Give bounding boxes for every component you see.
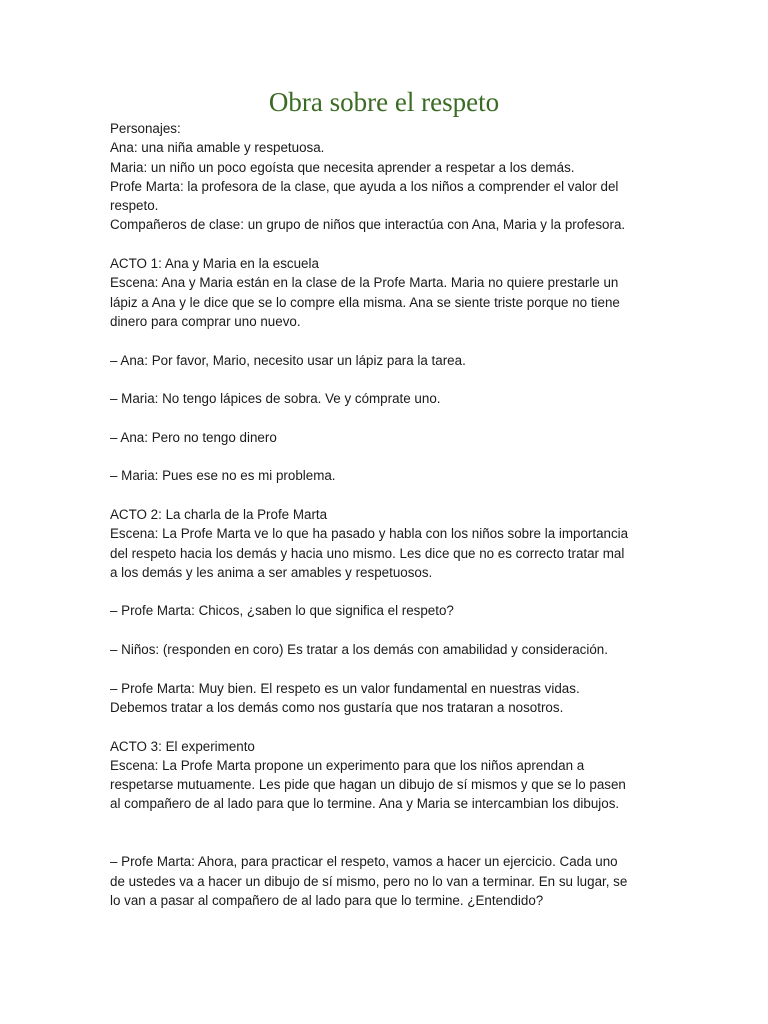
document-body: [110, 119, 658, 910]
scene-line: Escena: La Profe Marta propone un experimento para que los niños aprendan a: [110, 757, 585, 773]
character-line: respeto.: [110, 198, 159, 214]
character-line: Profe Marta: la profesora de la clase, que ayuda a los niños a comprender el valor del: [110, 178, 619, 194]
scene-line: Escena: La Profe Marta ve lo que ha pasado y habla con los niños sobre la importancia: [110, 526, 629, 542]
scene-line: del respeto hacia los demás y hacia uno mismo. Les dice que no es correcto tratar mal: [110, 545, 625, 561]
scene-line: al compañero de al lado para que lo termine. Ana y Maria se intercambian los dibujos.: [110, 796, 620, 812]
dialogue-line: – Ana: Pero no tengo dinero: [110, 429, 277, 445]
dialogue-line: de ustedes va a hacer un dibujo de sí mismo, pero no lo van a terminar. En su lugar, se: [110, 873, 628, 889]
paragraph-gap: [110, 408, 658, 427]
dialogue-line: – Profe Marta: Ahora, para practicar el respeto, vamos a hacer un ejercicio. Cada uno: [110, 854, 618, 870]
act-heading: ACTO 3: El experimento: [110, 738, 255, 754]
dialogue-line: – Maria: No tengo lápices de sobra. Ve y cómprate uno.: [110, 391, 441, 407]
paragraph-gap: [110, 582, 658, 601]
scene-line: dinero para comprar uno nuevo.: [110, 313, 301, 329]
scene-line: respetarse mutuamente. Les pide que hagan un dibujo de sí mismos y que se lo pasen: [110, 777, 626, 793]
scene-line: Escena: Ana y Maria están en la clase de la Profe Marta. Maria no quiere prestarle un: [110, 275, 619, 291]
paragraph-gap: [110, 235, 658, 254]
dialogue-line: – Ana: Por favor, Mario, necesito usar un lápiz para la tarea.: [110, 352, 466, 368]
characters-heading: Personajes:: [110, 121, 181, 136]
act-heading: ACTO 1: Ana y Maria en la escuela: [110, 256, 319, 272]
dialogue-line: – Profe Marta: Muy bien. El respeto es un valor fundamental en nuestras vidas.: [110, 680, 580, 696]
dialogue-line: lo van a pasar al compañero de al lado para que lo termine. ¿Entendido?: [110, 892, 544, 908]
dialogue-line: – Maria: Pues ese no es mi problema.: [110, 468, 336, 484]
paragraph-gap: [110, 814, 658, 853]
paragraph-gap: [110, 447, 658, 466]
paragraph-gap: [110, 331, 658, 350]
dialogue-line: Debemos tratar a los demás como nos gustaría que nos trataran a nosotros.: [110, 699, 564, 715]
paragraph-gap: [110, 370, 658, 389]
paragraph-gap: [110, 717, 658, 736]
paragraph-gap: [110, 486, 658, 505]
character-line: Compañeros de clase: un grupo de niños que interactúa con Ana, Maria y la profesora.: [110, 217, 626, 233]
document-title: Obra sobre el respeto: [268, 87, 500, 117]
dialogue-line: – Profe Marta: Chicos, ¿saben lo que significa el respeto?: [110, 603, 454, 619]
act-heading: ACTO 2: La charla de la Profe Marta: [110, 506, 328, 522]
paragraph-gap: [110, 659, 658, 678]
character-line: Ana: una niña amable y respetuosa.: [110, 140, 325, 156]
scene-line: a los demás y les anima a ser amables y respetuosos.: [110, 564, 433, 580]
dialogue-line: – Niños: (responden en coro) Es tratar a los demás con amabilidad y consideración.: [110, 642, 608, 658]
character-line: Maria: un niño un poco egoísta que necesita aprender a respetar a los demás.: [110, 159, 575, 175]
scene-line: lápiz a Ana y le dice que se lo compre ella misma. Ana se siente triste porque no tiene: [110, 294, 620, 310]
paragraph-gap: [110, 621, 658, 640]
